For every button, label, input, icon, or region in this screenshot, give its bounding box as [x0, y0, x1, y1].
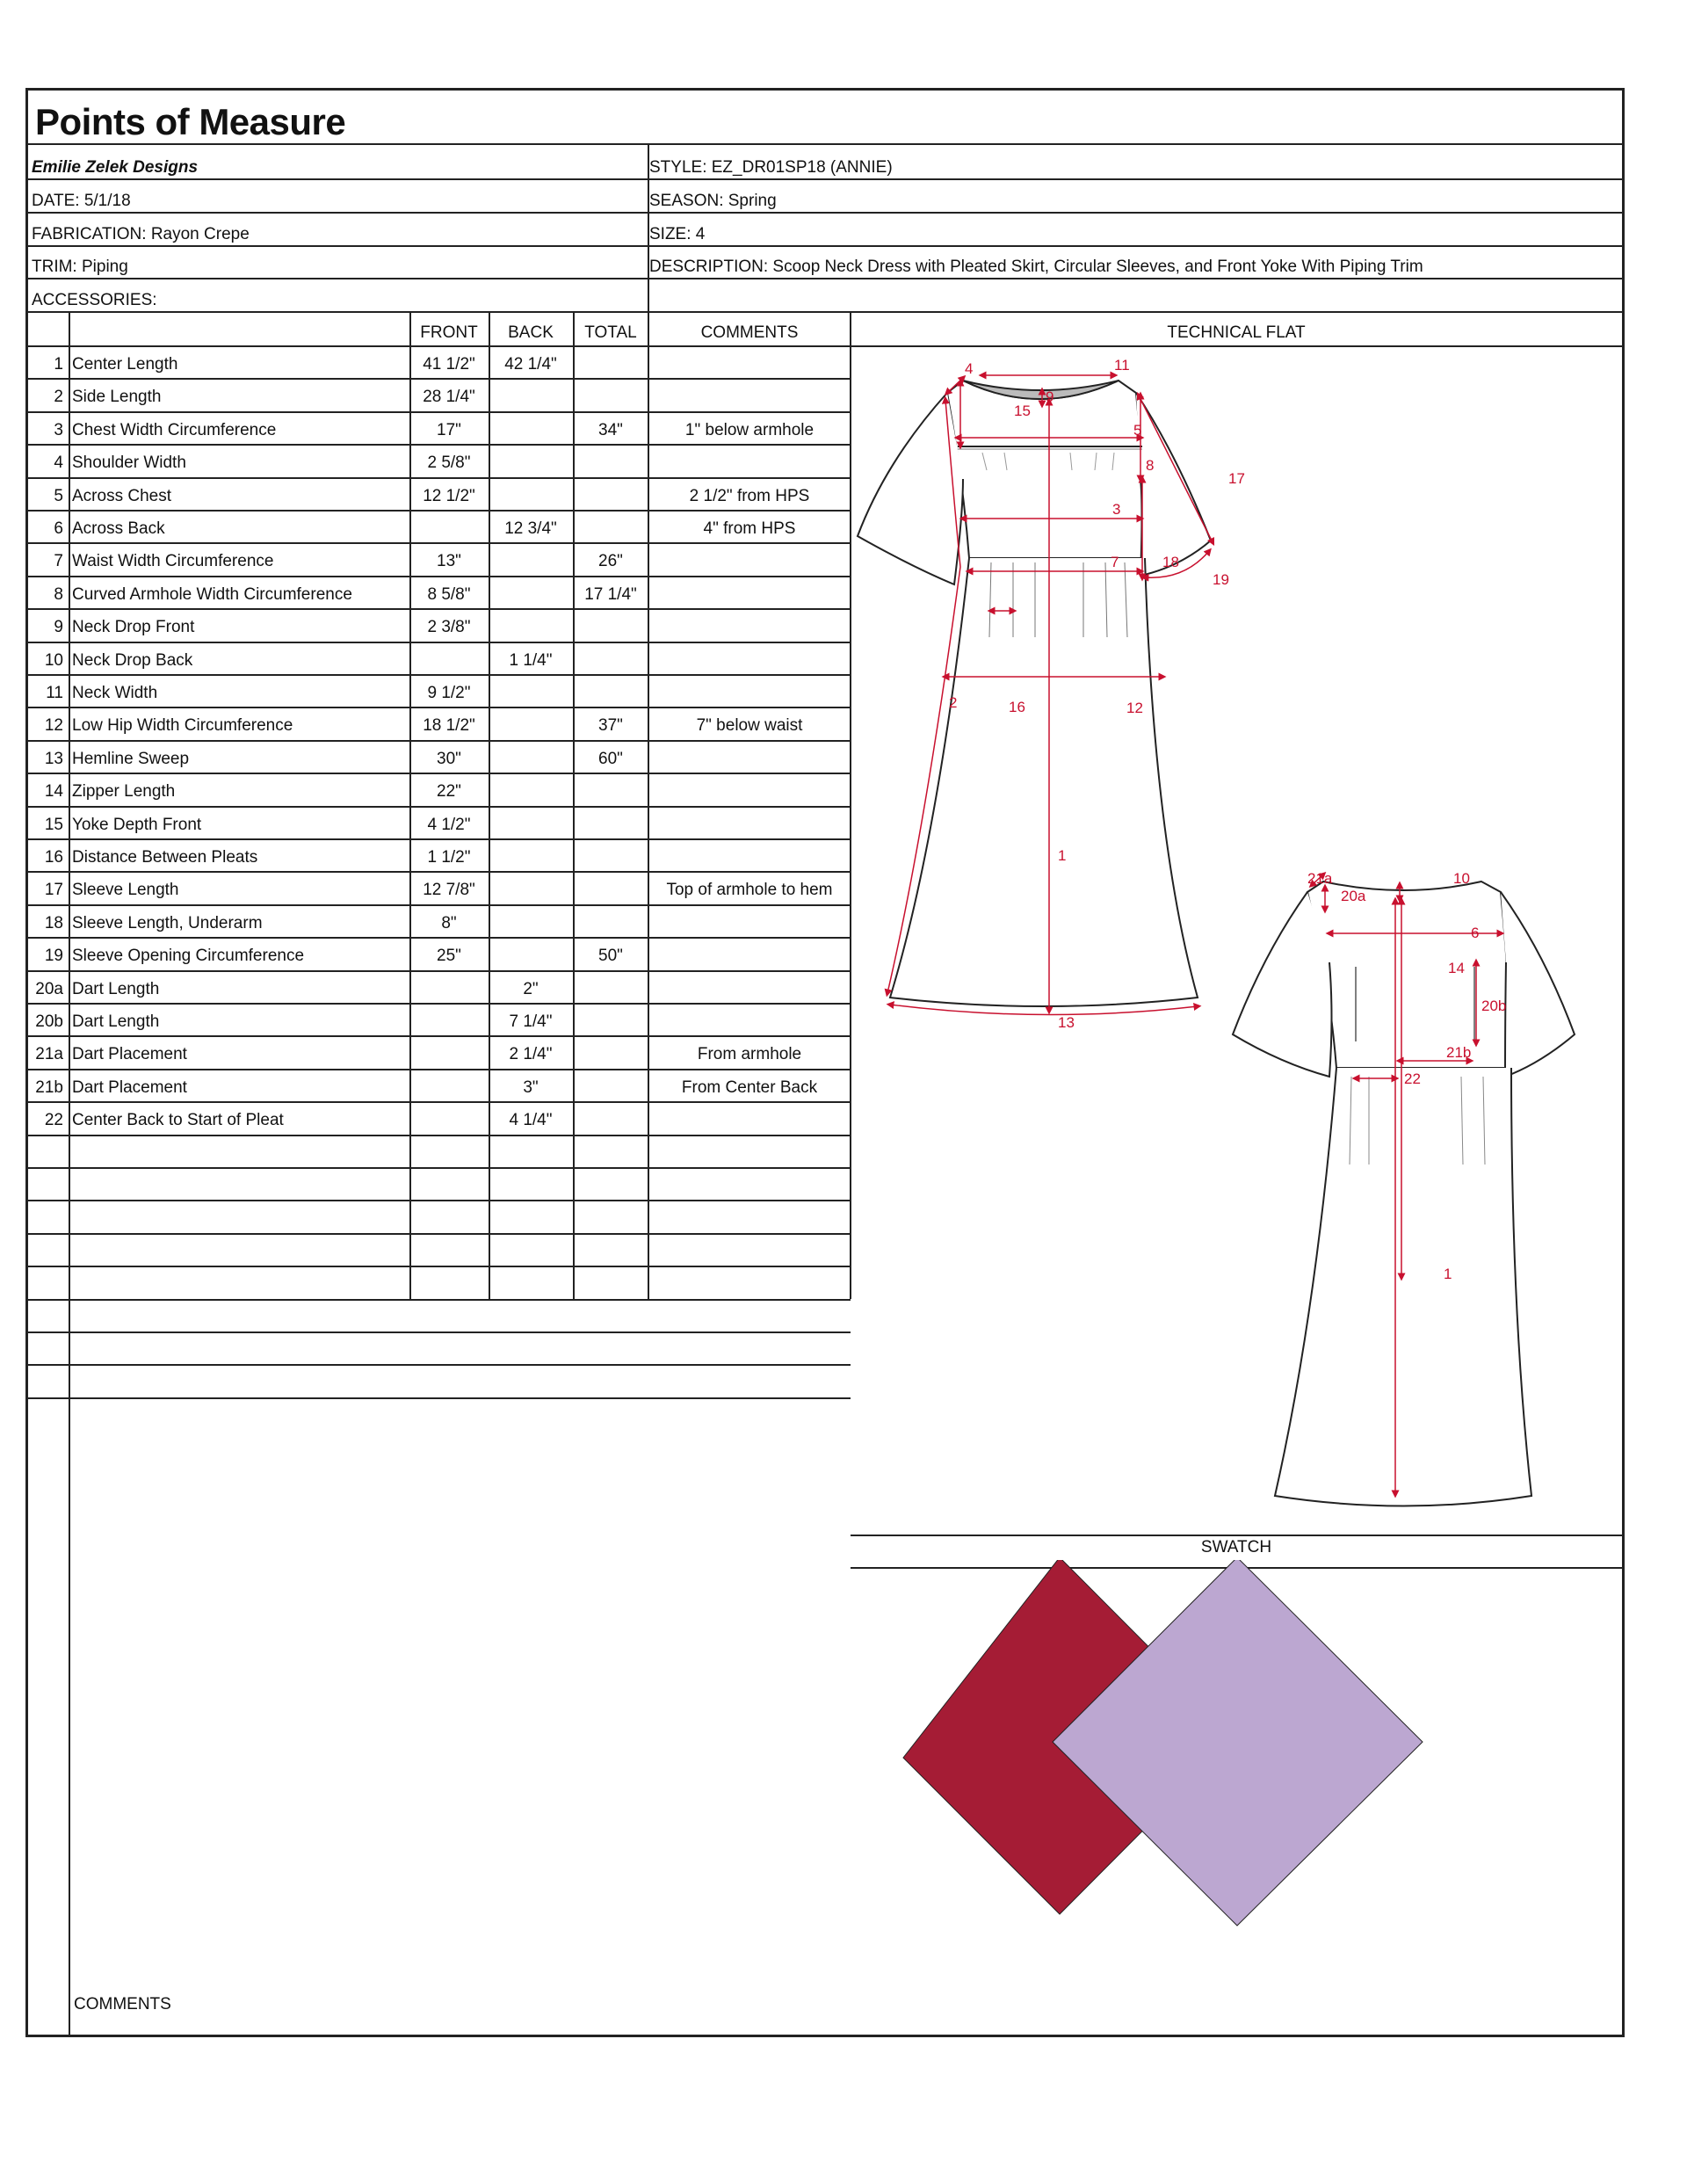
fabrication-field: FABRICATION: Rayon Crepe [32, 225, 250, 243]
row-measure-name: Neck Drop Back [72, 651, 193, 670]
grid-line [28, 642, 851, 643]
row-number: 21a [35, 1045, 63, 1063]
row-number: 8 [54, 585, 63, 604]
row-number: 15 [44, 816, 63, 834]
row-back-value: 3" [523, 1078, 539, 1097]
row-measure-name: Waist Width Circumference [72, 552, 274, 570]
grid-line [28, 1101, 851, 1103]
back-measure-label: 10 [1453, 870, 1470, 887]
row-comment: 2 1/2" from HPS [689, 487, 810, 505]
grid-line [28, 1003, 851, 1005]
col-front: FRONT [420, 323, 478, 342]
front-measure-label: 17 [1228, 470, 1245, 487]
row-number: 3 [54, 421, 63, 439]
front-measure-label: 15 [1014, 403, 1031, 419]
back-measure-label: 20a [1341, 888, 1366, 904]
grid-line [28, 1200, 851, 1201]
footer-comments-label: COMMENTS [74, 1995, 171, 2013]
front-measure-label: 11 [1114, 357, 1130, 374]
row-number: 10 [44, 651, 63, 670]
row-measure-name: Shoulder Width [72, 453, 186, 472]
col-swatch: SWATCH [1200, 1538, 1272, 1556]
grid-line [28, 1167, 851, 1169]
row-front-value: 17" [437, 421, 461, 439]
spec-sheet [25, 88, 1625, 2037]
row-comment: 1" below armhole [684, 421, 815, 439]
row-front-value: 18 1/2" [423, 716, 475, 735]
row-measure-name: Dart Placement [72, 1078, 187, 1097]
grid-line [69, 311, 70, 2035]
accessories-field: ACCESSORIES: [32, 291, 157, 309]
technical-flat-drawing [851, 347, 1622, 1538]
row-measure-name: Low Hip Width Circumference [72, 716, 293, 735]
date-field: DATE: 5/1/18 [32, 192, 131, 210]
row-measure-name: Distance Between Pleats [72, 848, 258, 867]
grid-line [28, 1069, 851, 1070]
row-number: 6 [54, 519, 63, 538]
grid-line [28, 1233, 851, 1235]
row-front-value: 12 1/2" [423, 487, 475, 505]
row-total-value: 34" [598, 421, 623, 439]
grid-line [28, 1299, 851, 1301]
front-measure-label: 2 [949, 694, 958, 711]
row-measure-name: Side Length [72, 388, 162, 406]
row-front-value: 41 1/2" [423, 355, 475, 374]
front-measure-label: 4 [965, 360, 974, 377]
back-measure-label: 22 [1404, 1070, 1421, 1087]
row-total-value: 60" [598, 750, 623, 768]
back-measure-label: 14 [1448, 960, 1465, 976]
row-number: 11 [46, 684, 63, 702]
grid-line [28, 773, 851, 774]
row-number: 20a [35, 980, 63, 998]
page-title: Points of Measure [35, 101, 346, 142]
grid-line [28, 1397, 851, 1399]
grid-line [648, 311, 649, 1299]
row-back-value: 1 1/4" [509, 651, 553, 670]
front-measure-label: 5 [1133, 422, 1142, 439]
grid-line [28, 707, 851, 708]
row-number: 21b [35, 1078, 63, 1097]
grid-line [28, 740, 851, 742]
row-front-value: 12 7/8" [423, 881, 475, 899]
back-measure-label: 21a [1307, 870, 1333, 887]
front-measure-label: 3 [1112, 501, 1121, 518]
row-number: 12 [44, 716, 63, 735]
row-comment: 4" from HPS [703, 519, 796, 538]
row-measure-name: Yoke Depth Front [72, 816, 202, 834]
row-measure-name: Chest Width Circumference [72, 421, 277, 439]
front-measure-label: 18 [1162, 554, 1179, 570]
row-total-value: 50" [598, 947, 623, 965]
grid-line [573, 311, 575, 1299]
grid-line [28, 1035, 851, 1037]
row-measure-name: Sleeve Length [72, 881, 179, 899]
row-back-value: 2 1/4" [509, 1045, 553, 1063]
front-measure-label: 12 [1126, 700, 1143, 716]
row-front-value: 30" [437, 750, 461, 768]
col-total: TOTAL [584, 323, 637, 342]
row-back-value: 4 1/4" [509, 1111, 553, 1129]
row-measure-name: Center Length [72, 355, 178, 374]
row-measure-name: Dart Length [72, 1012, 160, 1031]
grid-line [28, 608, 851, 610]
row-number: 19 [44, 947, 63, 965]
row-total-value: 17 1/4" [584, 585, 637, 604]
row-measure-name: Sleeve Length, Underarm [72, 914, 263, 932]
grid-line [28, 904, 851, 906]
grid-line [28, 674, 851, 676]
row-number: 22 [44, 1111, 63, 1129]
trim-field: TRIM: Piping [32, 258, 128, 276]
row-front-value: 8 5/8" [427, 585, 471, 604]
back-measure-label: 20b [1481, 998, 1507, 1014]
grid-line [28, 937, 851, 939]
back-dress-outline [1233, 882, 1575, 1506]
row-measure-name: Sleeve Opening Circumference [72, 947, 305, 965]
size-field: SIZE: 4 [649, 225, 706, 243]
front-measure-label: 1 [1058, 847, 1067, 864]
row-total-value: 37" [598, 716, 623, 735]
row-front-value: 1 1/2" [427, 848, 471, 867]
back-measure-label: 21b [1446, 1044, 1472, 1061]
row-number: 18 [44, 914, 63, 932]
swatch-area [851, 1560, 1622, 1926]
front-measure-label: 7 [1111, 554, 1119, 570]
row-comment: 7" below waist [696, 716, 803, 735]
row-number: 17 [44, 881, 63, 899]
col-comments: COMMENTS [700, 323, 799, 342]
row-front-value: 25" [437, 947, 461, 965]
row-measure-name: Neck Drop Front [72, 618, 195, 636]
row-number: 4 [54, 453, 63, 472]
grid-line [28, 1331, 851, 1333]
row-measure-name: Curved Armhole Width Circumference [72, 585, 352, 604]
grid-line [28, 411, 851, 413]
row-back-value: 42 1/4" [504, 355, 557, 374]
row-number: 5 [54, 487, 63, 505]
grid-line [28, 378, 851, 380]
col-back: BACK [508, 323, 554, 342]
grid-line [28, 806, 851, 808]
row-measure-name: Dart Length [72, 980, 160, 998]
front-measure-label: 16 [1009, 699, 1025, 715]
grid-line [28, 477, 851, 479]
description-field: DESCRIPTION: Scoop Neck Dress with Pleated Skirt, Circular Sleeves, and Front Yoke With Piping Trim [649, 258, 1423, 276]
grid-line [28, 542, 851, 544]
row-comment: Top of armhole to hem [666, 881, 833, 899]
row-total-value: 26" [598, 552, 623, 570]
grid-line [28, 576, 851, 577]
row-number: 16 [44, 848, 63, 867]
row-front-value: 8" [441, 914, 457, 932]
row-back-value: 7 1/4" [509, 1012, 553, 1031]
row-measure-name: Dart Placement [72, 1045, 187, 1063]
grid-line [28, 1135, 851, 1136]
row-comment: From Center Back [681, 1078, 818, 1097]
row-front-value: 28 1/4" [423, 388, 475, 406]
row-front-value: 4 1/2" [427, 816, 471, 834]
row-measure-name: Zipper Length [72, 782, 176, 801]
row-number: 14 [44, 782, 63, 801]
row-measure-name: Across Chest [72, 487, 171, 505]
row-number: 20b [35, 1012, 63, 1031]
company-name: Emilie Zelek Designs [32, 158, 199, 177]
row-front-value: 2 3/8" [427, 618, 471, 636]
front-measure-label: 19 [1213, 571, 1229, 588]
front-measure-label: 13 [1058, 1014, 1075, 1031]
row-front-value: 2 5/8" [427, 453, 471, 472]
grid-line [28, 1266, 851, 1267]
row-measure-name: Across Back [72, 519, 165, 538]
row-number: 1 [54, 355, 63, 374]
season-field: SEASON: Spring [649, 192, 777, 210]
row-front-value: 22" [437, 782, 461, 801]
front-measure-label: 9 [1046, 388, 1054, 405]
grid-line [28, 871, 851, 873]
front-measure-label: 8 [1146, 457, 1155, 474]
col-technical-flat: TECHNICAL FLAT [1167, 323, 1306, 342]
grid-line [28, 1364, 851, 1366]
row-number: 13 [44, 750, 63, 768]
row-back-value: 12 3/4" [504, 519, 557, 538]
row-measure-name: Neck Width [72, 684, 158, 702]
row-comment: From armhole [697, 1045, 802, 1063]
row-number: 7 [54, 552, 63, 570]
grid-line [28, 510, 851, 512]
row-front-value: 13" [437, 552, 461, 570]
row-number: 9 [54, 618, 63, 636]
row-measure-name: Hemline Sweep [72, 750, 190, 768]
grid-line [489, 311, 490, 1299]
row-measure-name: Center Back to Start of Pleat [72, 1111, 284, 1129]
back-measure-label: 1 [1444, 1266, 1452, 1282]
back-measure-label: 6 [1471, 925, 1480, 941]
row-number: 2 [54, 388, 63, 406]
row-back-value: 2" [523, 980, 539, 998]
row-front-value: 9 1/2" [427, 684, 471, 702]
grid-line [28, 838, 851, 840]
grid-line [28, 444, 851, 446]
grid-line [28, 970, 851, 972]
style-field: STYLE: EZ_DR01SP18 (ANNIE) [649, 158, 893, 177]
